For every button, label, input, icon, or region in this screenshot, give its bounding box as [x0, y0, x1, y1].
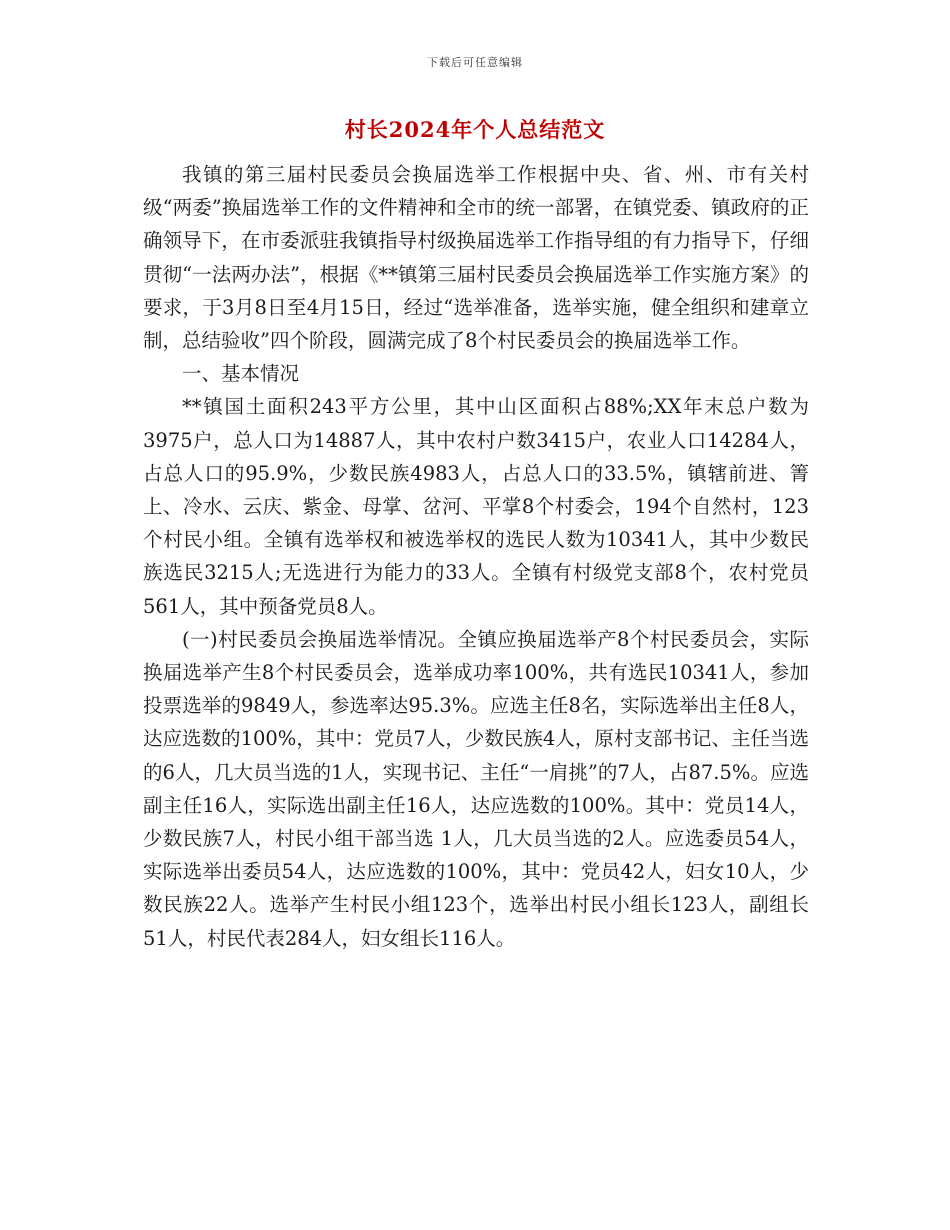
section-heading-basic-situation: 一、基本情况: [182, 362, 300, 386]
page-header-note: 下载后可任意编辑: [427, 56, 523, 69]
paragraph-intro: 我镇的第三届村民委员会换届选举工作根据中央、省、州、市有关村级“两委”换届选举工作的文件精神和全市的统一部署，在镇党委、镇政府的正确领导下，在市委派驻我镇指导村级换届选举工作指导组的有力指导下，仔细贯彻“一法两办法”，根据《**镇第三届村民委员会换届选举工作实施方案》的要求，于3月8日至4月15日，经过“选举准备，选举实施，健全组织和建章立制，总结验收”四个阶段，圆满完成了8个村民委员会的换届选举工作。: [143, 163, 809, 353]
paragraph-election-situation: (一)村民委员会换届选举情况。全镇应换届选举产8个村民委员会，实际换届选举产生8个村民委员会，选举成功率100%，共有选民10341人，参加投票选举的9849人，参选率达95.3%。应选主任8名，实际选举出主任8人，达应选数的100%，其中：党员7人，少数民族4人，原村支部书记、主任当选的6人，几大员当选的1人，实现书记、主任“一肩挑”的7人，占87.5%。应选副主任16人，实际选出副主任16人，达应选数的100%。其中：党员14人，少数民族7人，村民小组干部当选 1人，几大员当选的2人。应选委员54人，实际选举出委员54人，达应选数的100%，其中：党员42人，妇女10人，少数民族22人。选举产生村民小组123个，选举出村民小组长123人，副组长51人，村民代表284人，妇女组长116人。: [143, 627, 809, 950]
document-body: [143, 158, 809, 955]
document-title: 村长2024年个人总结范文: [344, 117, 606, 142]
paragraph-basic-situation: **镇国土面积243平方公里，其中山区面积占88%;XX年末总户数为3975户，总人口为14887人，其中农村户数3415户，农业人口14284人，占总人口的95.9%，少数民族4983人，占总人口的33.5%，镇辖前进、箐上、冷水、云庆、紫金、母掌、岔河、平掌8个村委会，194个自然村，123个村民小组。全镇有选举权和被选举权的选民人数为10341人，其中少数民族选民3215人;无选进行为能力的33人。全镇有村级党支部8个，农村党员561人，其中预备党员8人。: [143, 395, 809, 618]
